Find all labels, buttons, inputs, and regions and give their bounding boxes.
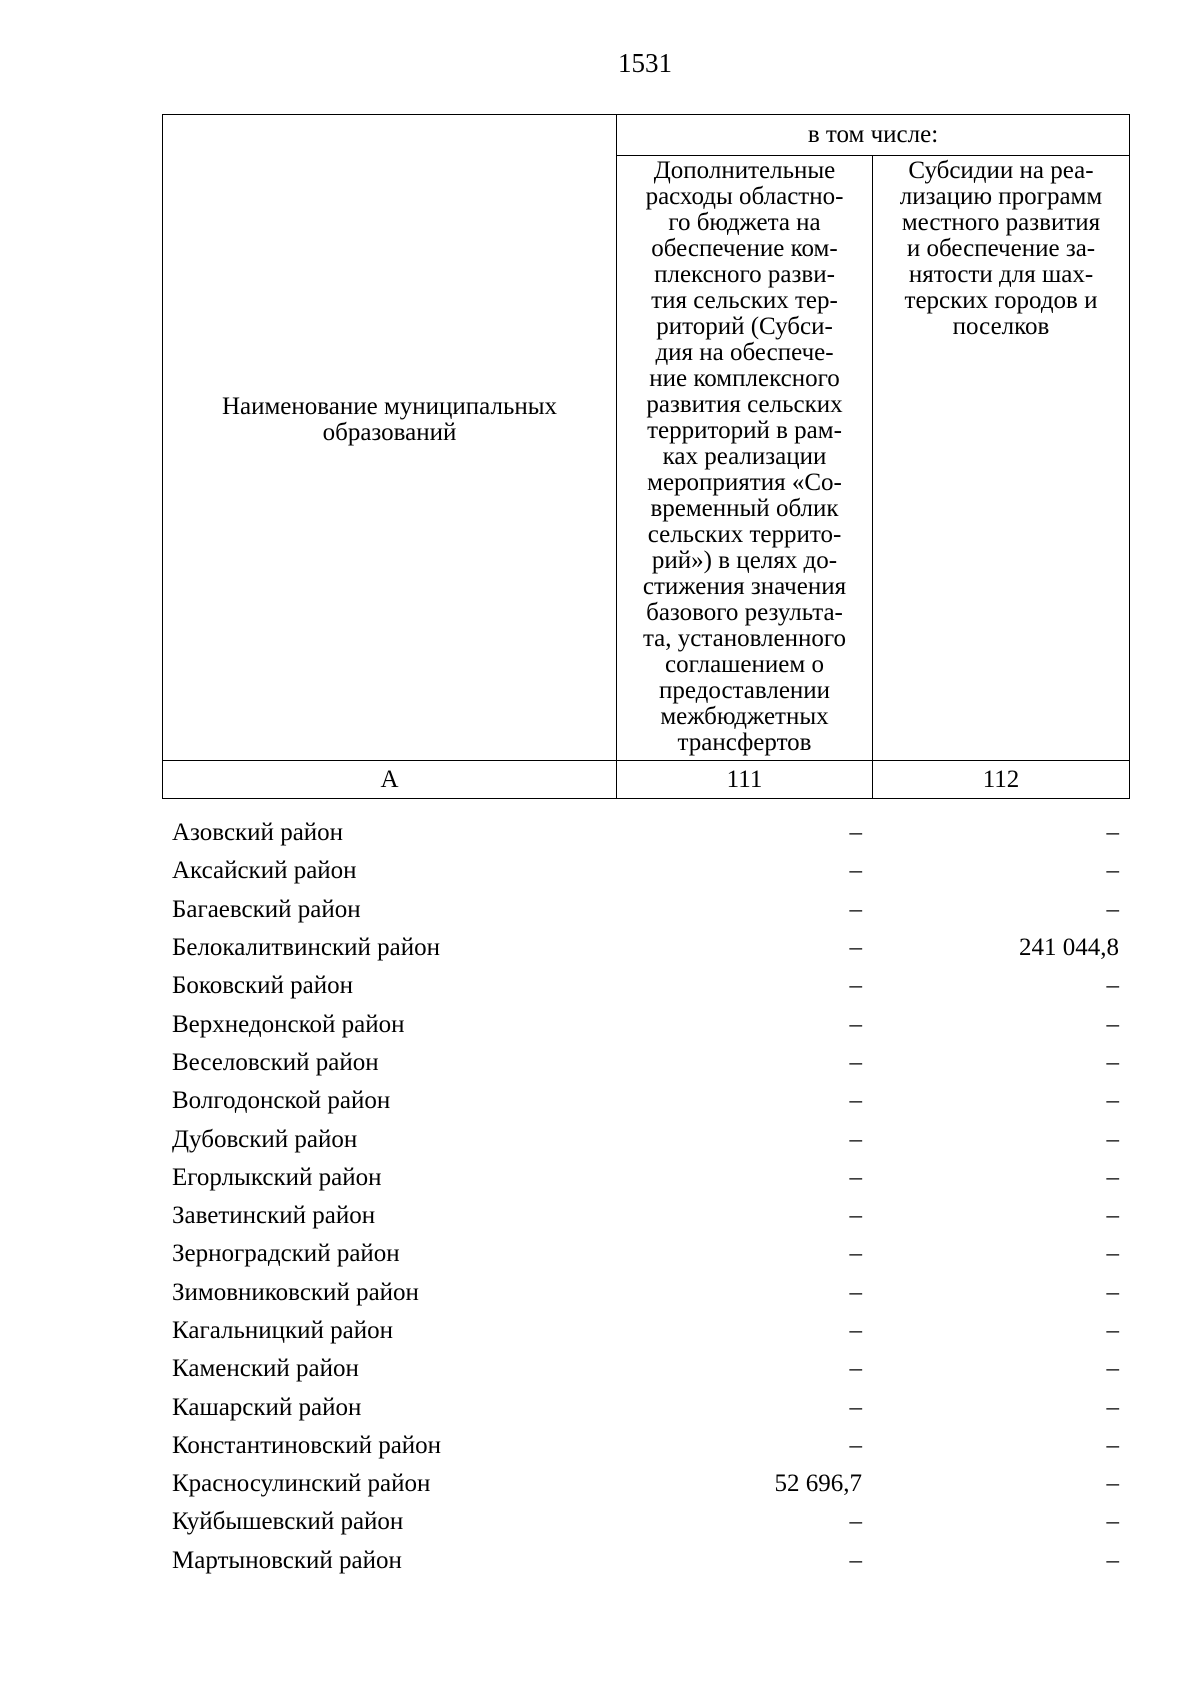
row-value-111: – xyxy=(849,895,862,923)
table-row xyxy=(162,1197,1129,1235)
table-row xyxy=(162,1044,1129,1082)
row-value-112: – xyxy=(1106,895,1119,923)
table-row xyxy=(162,1120,1129,1158)
row-name: Каменский район xyxy=(172,1355,359,1383)
row-value-111: – xyxy=(849,1546,862,1574)
row-value-112: – xyxy=(1106,819,1119,847)
group-header: в том числе: xyxy=(617,115,1130,156)
row-name: Куйбышевский район xyxy=(172,1508,404,1536)
table-row xyxy=(162,1274,1129,1312)
table-row xyxy=(162,1159,1129,1197)
row-value-112: – xyxy=(1106,1470,1119,1498)
row-name: Боковский район xyxy=(172,972,353,1000)
row-name: Азовский район xyxy=(172,819,344,847)
table-row xyxy=(162,1350,1129,1388)
table-row xyxy=(162,967,1129,1005)
row-value-111: – xyxy=(849,1278,862,1306)
row-value-111: – xyxy=(849,1393,862,1421)
table-row xyxy=(162,1388,1129,1426)
row-value-111: – xyxy=(849,1317,862,1344)
row-name: Мартыновский район xyxy=(172,1546,402,1574)
table-row xyxy=(162,891,1129,929)
row-value-111: – xyxy=(849,1010,862,1038)
row-name: Заветинский район xyxy=(172,1202,376,1230)
row-value-111: 52 696,7 xyxy=(774,1470,862,1498)
column-index-111: 111 xyxy=(617,761,873,799)
table-row xyxy=(162,1503,1129,1541)
table-row xyxy=(162,814,1129,852)
table-header xyxy=(162,114,1130,799)
row-value-111: – xyxy=(849,857,862,885)
row-value-112: – xyxy=(1106,1393,1119,1421)
table-row xyxy=(162,852,1129,890)
row-value-111: – xyxy=(849,1048,862,1076)
row-value-112: – xyxy=(1106,1240,1119,1268)
row-value-111: – xyxy=(849,972,862,1000)
row-name: Константиновский район xyxy=(172,1431,442,1459)
row-value-112: – xyxy=(1106,1355,1119,1383)
row-value-112: – xyxy=(1106,1048,1119,1076)
row-value-112: – xyxy=(1106,1087,1119,1115)
table-row xyxy=(162,1005,1129,1043)
column-header-name xyxy=(163,115,617,761)
table-row xyxy=(162,1427,1129,1465)
row-value-111: – xyxy=(849,1087,862,1115)
row-value-112: – xyxy=(1106,1508,1119,1536)
table-body xyxy=(162,814,1129,1580)
table-row xyxy=(162,1312,1129,1350)
row-value-111: – xyxy=(849,1240,862,1268)
row-value-112: – xyxy=(1106,1163,1119,1191)
row-value-111: – xyxy=(849,1431,862,1459)
row-name: Аксайский район xyxy=(172,857,357,885)
row-value-111: – xyxy=(849,1355,862,1383)
row-name: Белокалитвинский район xyxy=(172,934,440,962)
row-value-111: – xyxy=(849,1508,862,1536)
row-value-112: – xyxy=(1106,1317,1119,1344)
row-value-112: – xyxy=(1106,1010,1119,1038)
row-value-112: – xyxy=(1106,1202,1119,1230)
table-row xyxy=(162,1542,1129,1580)
page-number: 1531 xyxy=(618,48,672,78)
row-value-112: – xyxy=(1106,1546,1119,1574)
row-value-111: – xyxy=(849,1202,862,1230)
column-header-111: Дополнительные расходы областно- го бюджета на обеспечение ком- плексного разви- тия сельских тер- риторий (Субси- дия на обеспече- ние комплексного развития сельских территорий в рам- ках реализации мероприятия «Со- временный облик сельских террито- рий») в целях до- стижения значения базового результа- та, установленного соглашением о предоставлении межбюджетных трансфертов xyxy=(617,156,873,761)
column-header-112: Субсидии на реа- лизацию программ местного развития и обеспечение за- нятости для шах- терских городов и поселков xyxy=(873,156,1130,761)
row-value-112: – xyxy=(1106,972,1119,1000)
row-name: Красносулинский район xyxy=(172,1470,431,1498)
column-header-name-text: Наименование муниципальных образований xyxy=(221,392,558,446)
row-name: Кагальницкий район xyxy=(172,1317,394,1344)
column-index-a: А xyxy=(163,761,617,799)
row-value-112: – xyxy=(1106,857,1119,885)
row-value-112: – xyxy=(1106,1278,1119,1306)
table-row xyxy=(162,1465,1129,1503)
table-row xyxy=(162,1235,1129,1273)
row-name: Зимовниковский район xyxy=(172,1278,419,1306)
row-name: Егорлыкский район xyxy=(172,1163,382,1191)
table-row xyxy=(162,929,1129,967)
row-name: Дубовский район xyxy=(172,1125,358,1153)
row-name: Веселовский район xyxy=(172,1048,379,1076)
row-value-111: – xyxy=(849,819,862,847)
row-name: Зерноградский район xyxy=(172,1240,400,1268)
table-row xyxy=(162,1082,1129,1120)
row-value-112: 241 044,8 xyxy=(1019,934,1119,962)
row-name: Кашарский район xyxy=(172,1393,362,1421)
row-name: Волгодонской район xyxy=(172,1087,391,1115)
column-index-112: 112 xyxy=(873,761,1130,799)
row-value-111: – xyxy=(849,1163,862,1191)
row-value-111: – xyxy=(849,1125,862,1153)
row-value-112: – xyxy=(1106,1431,1119,1459)
row-name: Верхнедонской район xyxy=(172,1010,405,1038)
row-value-111: – xyxy=(849,934,862,962)
row-value-112: – xyxy=(1106,1125,1119,1153)
row-name: Багаевский район xyxy=(172,895,361,923)
